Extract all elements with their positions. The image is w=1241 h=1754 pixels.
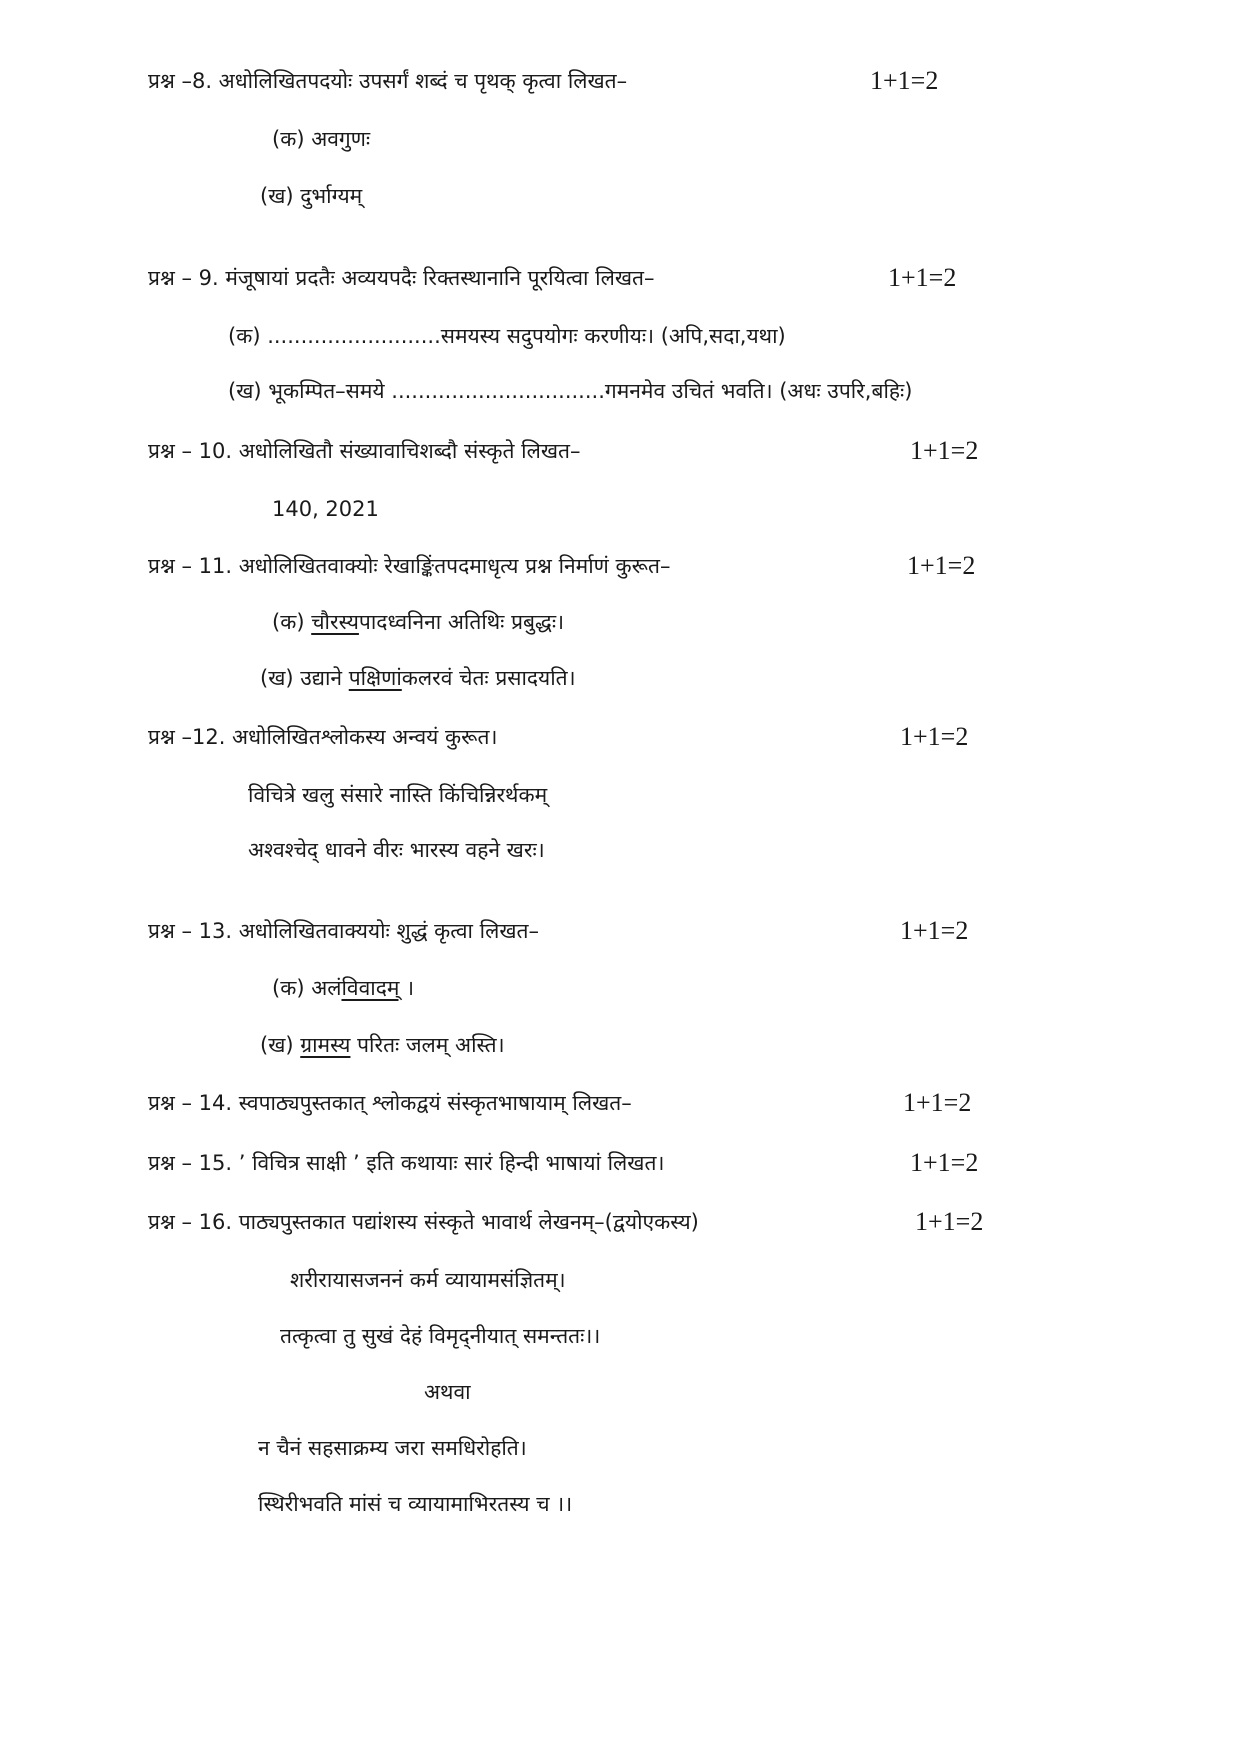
question-9: प्रश्न – 9. मंजूषायां प्रदतैः अव्ययपदैः रिक्तस्थानानि पूरयित्वा लिखत– [148, 266, 655, 290]
question-16-verse-3: न चैनं सहसाक्रम्य जरा समधिरोहति। [258, 1436, 527, 1460]
question-16-verse-1: शरीरायासजननं कर्म व्यायामसंज्ञितम्। [290, 1268, 566, 1292]
question-16-marks: 1+1=2 [915, 1207, 984, 1236]
underlined-word: चौरस्य [311, 610, 359, 634]
question-16-verse-4: स्थिरीभवति मांसं च व्यायामाभिरतस्य च ।। [258, 1492, 573, 1516]
question-9-option-a: (क) ..........................समयस्य सदुपयोगः करणीयः। (अपि,सदा,यथा) [228, 324, 786, 348]
question-9-marks: 1+1=2 [888, 263, 957, 292]
question-10: प्रश्न – 10. अधोलिखितौ संख्यावाचिशब्दौ संस्कृते लिखत– [148, 439, 581, 463]
question-12-marks: 1+1=2 [900, 722, 969, 751]
question-8-option-b: (ख) दुर्भाग्यम् [260, 184, 363, 208]
question-9-option-b: (ख) भूकम्पित–समये ................................गमनमेव उचितं भवति। (अधः उपरि,बहिः) [228, 379, 913, 403]
question-8-option-a: (क) अवगुणः [272, 127, 371, 151]
question-11-marks: 1+1=2 [907, 551, 976, 580]
question-8: प्रश्न –8. अधोलिखितपदयोः उपसर्गं शब्दं च पृथक् कृत्वा लिखत– [148, 69, 628, 93]
question-16-or: अथवा [424, 1380, 471, 1404]
question-15-marks: 1+1=2 [910, 1148, 979, 1177]
question-12: प्रश्न –12. अधोलिखितश्लोकस्य अन्वयं कुरूत। [148, 725, 498, 749]
question-15: प्रश्न – 15. ’ विचित्र साक्षी ’ इति कथायाः सारं हिन्दी भाषायां लिखत। [148, 1151, 665, 1175]
question-11-option-a: (क) चौरस्यपादध्वनिना अतिथिः प्रबुद्धः। [272, 610, 565, 634]
question-14-marks: 1+1=2 [903, 1088, 972, 1117]
underlined-word: पक्षिणां [348, 666, 402, 690]
underlined-word: विवादम् [341, 976, 400, 1000]
question-12-verse-2: अश्वश्चेद् धावने वीरः भारस्य वहने खरः। [248, 838, 545, 862]
question-16: प्रश्न – 16. पाठ्यपुस्तकात पद्यांशस्य संस्कृते भावार्थ लेखनम्–(द्वयोएकस्य) [148, 1210, 699, 1234]
question-10-marks: 1+1=2 [910, 436, 979, 465]
question-11-option-b: (ख) उद्याने पक्षिणांकलरवं चेतः प्रसादयति। [260, 666, 576, 690]
question-10-numbers: 140, 2021 [272, 497, 379, 521]
question-13: प्रश्न – 13. अधोलिखितवाक्ययोः शुद्धं कृत्वा लिखत– [148, 919, 539, 943]
question-13-option-b: (ख) ग्रामस्य परितः जलम् अस्ति। [260, 1033, 505, 1057]
question-11: प्रश्न – 11. अधोलिखितवाक्योः रेखाङ्किंतपदमाधृत्य प्रश्न निर्माणं कुरूत– [148, 554, 671, 578]
question-8-marks: 1+1=2 [870, 66, 939, 95]
question-13-marks: 1+1=2 [900, 916, 969, 945]
question-16-verse-2: तत्कृत्वा तु सुखं देहं विमृद्नीयात् समन्ततः।। [280, 1324, 601, 1348]
question-14: प्रश्न – 14. स्वपाठ्यपुस्तकात् श्लोकद्वयं संस्कृतभाषायाम् लिखत– [148, 1091, 632, 1115]
question-13-option-a: (क) अलंविवादम् । [272, 976, 415, 1000]
question-12-verse-1: विचित्रे खलु संसारे नास्ति किंचिन्निरर्थकम् [248, 783, 548, 807]
underlined-word: ग्रामस्य [300, 1033, 351, 1057]
